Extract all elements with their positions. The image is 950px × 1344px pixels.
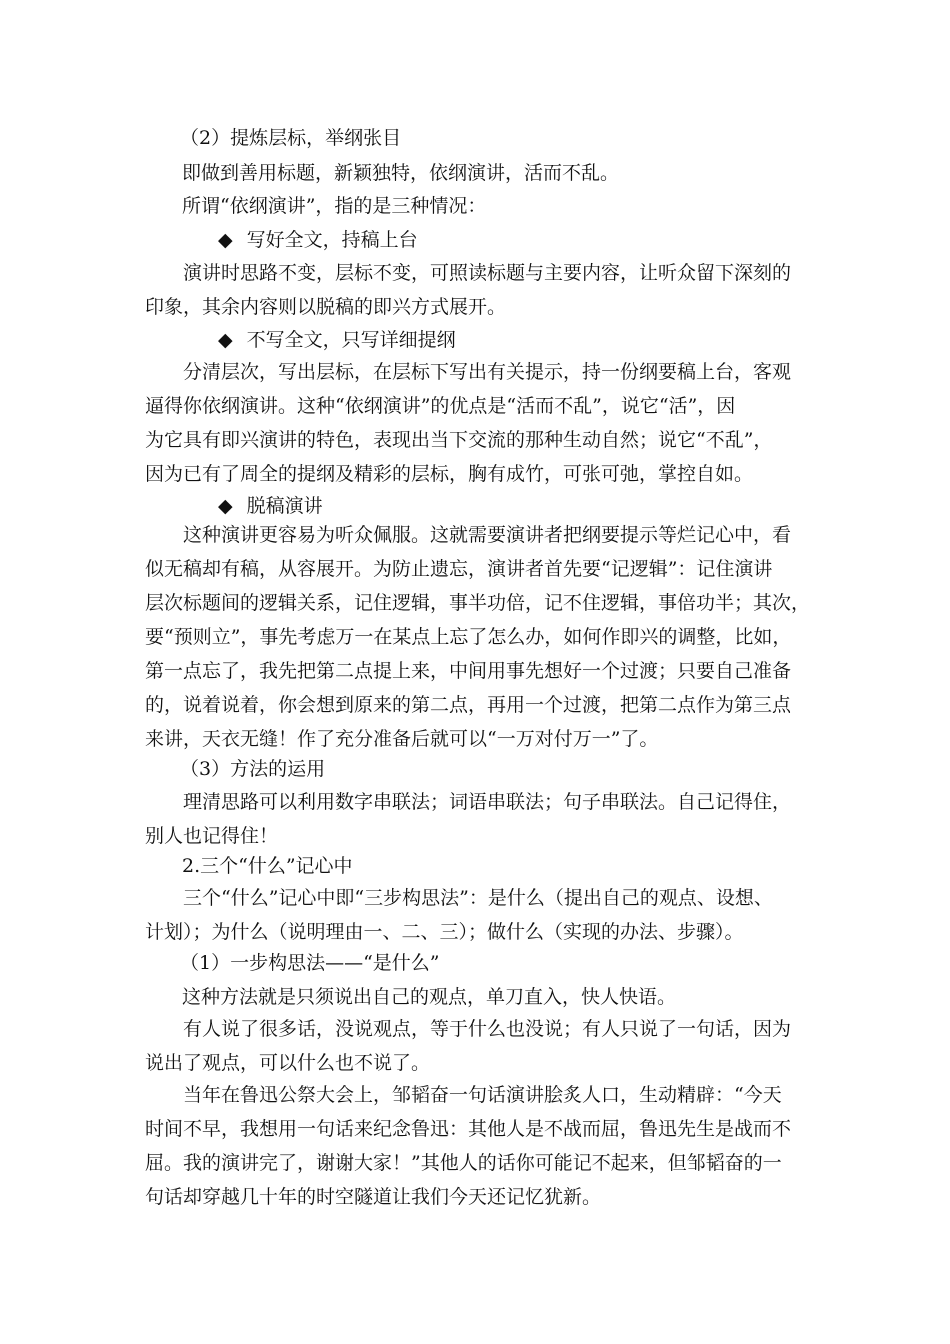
paragraph-line: 屈。我的演讲完了，谢谢大家！”其他人的话你可能记不起来，但邹韬奋的一: [145, 1152, 782, 1174]
section-heading: （2）提炼层标，举纲张目: [180, 127, 402, 149]
paragraph-line: 第一点忘了，我先把第二点提上来，中间用事先想好一个过渡；只要自己准备: [145, 660, 792, 682]
paragraph-line: 来讲，天衣无缝！作了充分准备后就可以“一万对付万一”了。: [145, 728, 659, 750]
paragraph: [145, 881, 813, 949]
section-heading: （3）方法的运用: [180, 758, 326, 780]
paragraph: 即做到善用标题，新颖独特，依纲演讲，活而不乱。: [182, 162, 620, 184]
paragraph-line: 演讲时思路不变，层标不变，可照读标题与主要内容，让听众留下深刻的: [183, 262, 792, 284]
paragraph-line: 计划）；为什么（说明理由一、二、三）；做什么（实现的办法、步骤）。: [145, 921, 744, 943]
paragraph: [145, 1012, 813, 1080]
bullet-text: 不写全文，只写详细提纲: [246, 329, 456, 351]
paragraph: [145, 785, 813, 853]
paragraph-line: 逼得你依纲演讲。这种“依纲演讲”的优点是“活而不乱”，说它“活”，因: [145, 395, 736, 417]
bullet-item: [218, 226, 418, 254]
paragraph-line: 有人说了很多话，没说观点，等于什么也没说；有人只说了一句话，因为: [183, 1018, 792, 1040]
paragraph: [145, 1078, 813, 1214]
section-heading: （1）一步构思法——“是什么”: [180, 952, 440, 974]
bullet-text: 写好全文，持稿上台: [246, 229, 418, 251]
diamond-bullet-icon: ◆: [218, 495, 233, 517]
bullet-item: [218, 326, 456, 354]
paragraph: 所谓“依纲演讲”，指的是三种情况：: [182, 195, 487, 217]
section-heading: 2.三个“什么”记心中: [182, 855, 353, 877]
paragraph-line: 三个“什么”记心中即“三步构思法”：是什么（提出自己的观点、设想、: [183, 887, 773, 909]
paragraph-line: 说出了观点，可以什么也不说了。: [145, 1052, 431, 1074]
paragraph-line: 句话却穿越几十年的时空隧道让我们今天还记忆犹新。: [145, 1186, 602, 1208]
paragraph-line: 别人也记得住！: [145, 825, 279, 847]
paragraph-line: 理清思路可以利用数字串联法；词语串联法；句子串联法。自己记得住，: [183, 791, 792, 813]
paragraph-line: 当年在鲁迅公祭大会上，邹韬奋一句话演讲脍炙人口，生动精辟：“今天: [183, 1084, 782, 1106]
bullet-text: 脱稿演讲: [246, 495, 323, 517]
paragraph-line: 为它具有即兴演讲的特色，表现出当下交流的那种生动自然；说它“不乱”，: [145, 429, 773, 451]
paragraph-line: 这种演讲更容易为听众佩服。这就需要演讲者把纲要提示等烂记心中，看: [183, 524, 792, 546]
paragraph-line: 似无稿却有稿，从容展开。为防止遗忘，演讲者首先要“记逻辑”：记住演讲: [145, 558, 773, 580]
paragraph-line: 分清层次，写出层标，在层标下写出有关提示，持一份纲要稿上台，客观: [183, 361, 792, 383]
paragraph-line: 因为已有了周全的提纲及精彩的层标，胸有成竹，可张可弛，掌控自如。: [145, 463, 754, 485]
paragraph: [145, 518, 813, 756]
paragraph-line: 时间不早，我想用一句话来纪念鲁迅：其他人是不战而屈，鲁迅先生是战而不: [145, 1118, 792, 1140]
diamond-bullet-icon: ◆: [218, 229, 233, 251]
diamond-bullet-icon: ◆: [218, 329, 233, 351]
paragraph: [145, 256, 813, 324]
paragraph: [145, 355, 813, 491]
paragraph: 这种方法就是只须说出自己的观点，单刀直入，快人快语。: [182, 986, 677, 1008]
bullet-item: [218, 492, 323, 520]
paragraph-line: 印象，其余内容则以脱稿的即兴方式展开。: [145, 296, 507, 318]
paragraph-line: 的，说着说着，你会想到原来的第二点，再用一个过渡，把第二点作为第三点: [145, 694, 792, 716]
paragraph-line: 要“预则立”，事先考虑万一在某点上忘了怎么办，如何作即兴的调整，比如，: [145, 626, 792, 648]
paragraph-line: 层次标题间的逻辑关系，记住逻辑，事半功倍，记不住逻辑，事倍功半；其次，: [145, 592, 811, 614]
